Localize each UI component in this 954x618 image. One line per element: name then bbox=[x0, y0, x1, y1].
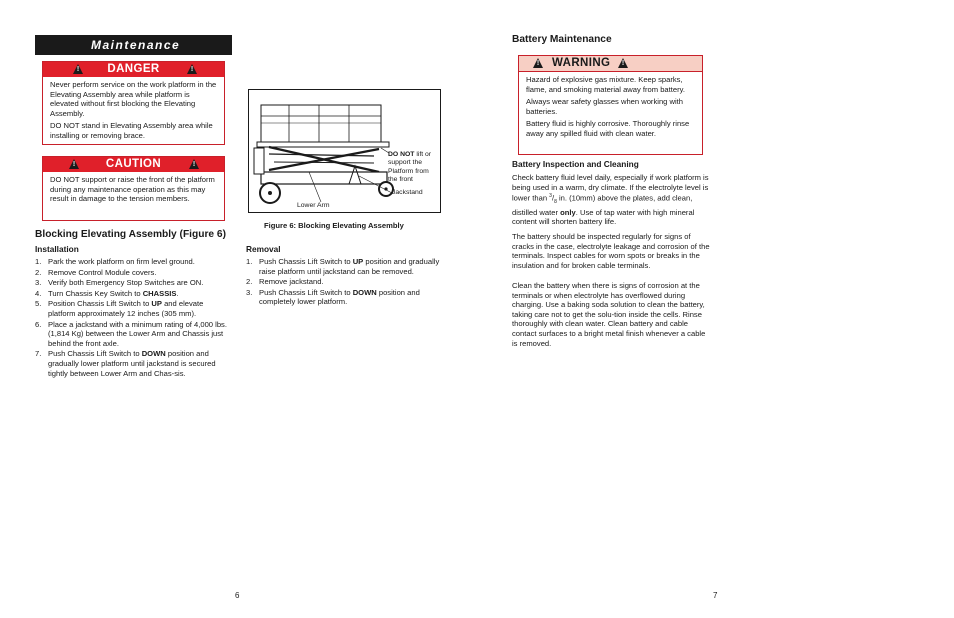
warning-triangle-icon: ! bbox=[73, 64, 83, 74]
page-number-right: 7 bbox=[713, 591, 718, 600]
inspection-paragraph: Check battery fluid level daily, especially if work platform is being used in a warm, dry climate. If the electrolyte level is lower than $^3/_8$ in. (10mm) above the plates, add clean, distilled water only. Use of tap water with high mineral content will shorten battery life. bbox=[512, 173, 709, 227]
list-item: 4. Turn Chassis Key Switch to CHASSIS. bbox=[35, 288, 179, 298]
list-item: 3. Verify both Emergency Stop Switches are ON. bbox=[35, 278, 204, 288]
danger-box bbox=[42, 61, 225, 145]
figure-label-jackstand: Jackstand bbox=[392, 189, 423, 196]
section-title: Maintenance bbox=[35, 35, 232, 55]
page-number-left: 6 bbox=[235, 591, 240, 600]
caution-box bbox=[42, 156, 225, 221]
warning-triangle-icon: ! bbox=[189, 159, 199, 169]
warning-label: WARNING bbox=[552, 57, 611, 69]
removal-heading: Removal bbox=[246, 244, 281, 254]
warning-triangle-icon: ! bbox=[69, 159, 79, 169]
danger-text: DO NOT stand in Elevating Assembly area while installing or removing brace. bbox=[50, 121, 213, 140]
figure-caption: Figure 6: Blocking Elevating Assembly bbox=[264, 221, 404, 230]
list-item: 7. Push Chassis Lift Switch to DOWN position and gradually lower platform until jackstand is secured tightly between Lower Arm and Chas-sis. bbox=[35, 349, 216, 378]
caution-body bbox=[43, 172, 224, 211]
list-item: 6. Place a jackstand with a minimum rating of 4,000 lbs. (1,814 Kg) between the Lower Arm and Chassis just behind the front axle. bbox=[35, 319, 227, 348]
warning-body bbox=[519, 72, 702, 146]
battery-heading: Battery Maintenance bbox=[512, 34, 612, 45]
figure-blocking-elevating-assembly bbox=[248, 89, 441, 213]
figure-label-do-not: DO NOT lift or support the Platform from the front bbox=[388, 151, 432, 184]
warning-triangle-icon: ! bbox=[533, 58, 543, 68]
warning-triangle-icon: ! bbox=[618, 58, 628, 68]
danger-header bbox=[43, 62, 224, 77]
installation-steps bbox=[35, 257, 232, 379]
warning-header bbox=[519, 56, 702, 72]
inspection-heading: Battery Inspection and Cleaning bbox=[512, 159, 639, 169]
removal-steps bbox=[246, 257, 442, 308]
caution-header bbox=[43, 157, 224, 172]
list-item: 1. Push Chassis Lift Switch to UP position and gradually raise platform until jackstand can be removed. bbox=[246, 257, 440, 276]
list-item: 2. Remove jackstand. bbox=[246, 277, 324, 287]
danger-label: DANGER bbox=[107, 63, 160, 75]
installation-heading: Installation bbox=[35, 244, 79, 254]
danger-body bbox=[43, 77, 224, 148]
warning-text: Hazard of explosive gas mixture. Keep sparks, flame, and smoking material away from battery. bbox=[526, 75, 685, 94]
list-item: 5. Position Chassis Lift Switch to UP and elevate platform approximately 12 inches (305 mm). bbox=[35, 299, 204, 318]
list-item: 2. Remove Control Module covers. bbox=[35, 267, 157, 277]
inspection-paragraph: Clean the battery when there is signs of corrosion at the terminals or when electrolyte has overflowed during charging. Use a baking soda solution to clean the battery, taking care not to get the solu-tion inside the cells. Rinse thoroughly with clean water. Clean battery and cable contact surfaces to a bright metal finish whenever a cable is removed. bbox=[512, 281, 706, 348]
blocking-heading: Blocking Elevating Assembly (Figure 6) bbox=[35, 229, 226, 240]
danger-text: Never perform service on the work platform in the Elevating Assembly area while platform is elevated without first blocking the Elevating Assembly. bbox=[50, 80, 217, 118]
list-item: 3. Push Chassis Lift Switch to DOWN position and completely lower platform. bbox=[246, 287, 420, 307]
warning-text: Battery fluid is highly corrosive. Thoroughly rinse away any spilled fluid with clean water. bbox=[526, 119, 690, 138]
figure-label-lower-arm: Lower Arm bbox=[297, 202, 330, 209]
warning-triangle-icon: ! bbox=[187, 64, 197, 74]
caution-text: DO NOT support or raise the front of the platform during any maintenance operation as this may result in damage to the tension members. bbox=[50, 175, 215, 204]
inspection-paragraph: The battery should be inspected regularly for signs of cracks in the case, electrolyte leakage and corrosion of the terminals. Inspect cables for worn spots or breaks in the insulation and for broken cable terminals. bbox=[512, 232, 710, 270]
caution-label: CAUTION bbox=[105, 158, 162, 170]
warning-box bbox=[518, 55, 703, 155]
warning-text: Always wear safety glasses when working with batteries. bbox=[526, 97, 684, 116]
list-item: 1. Park the work platform on firm level ground. bbox=[35, 257, 195, 266]
